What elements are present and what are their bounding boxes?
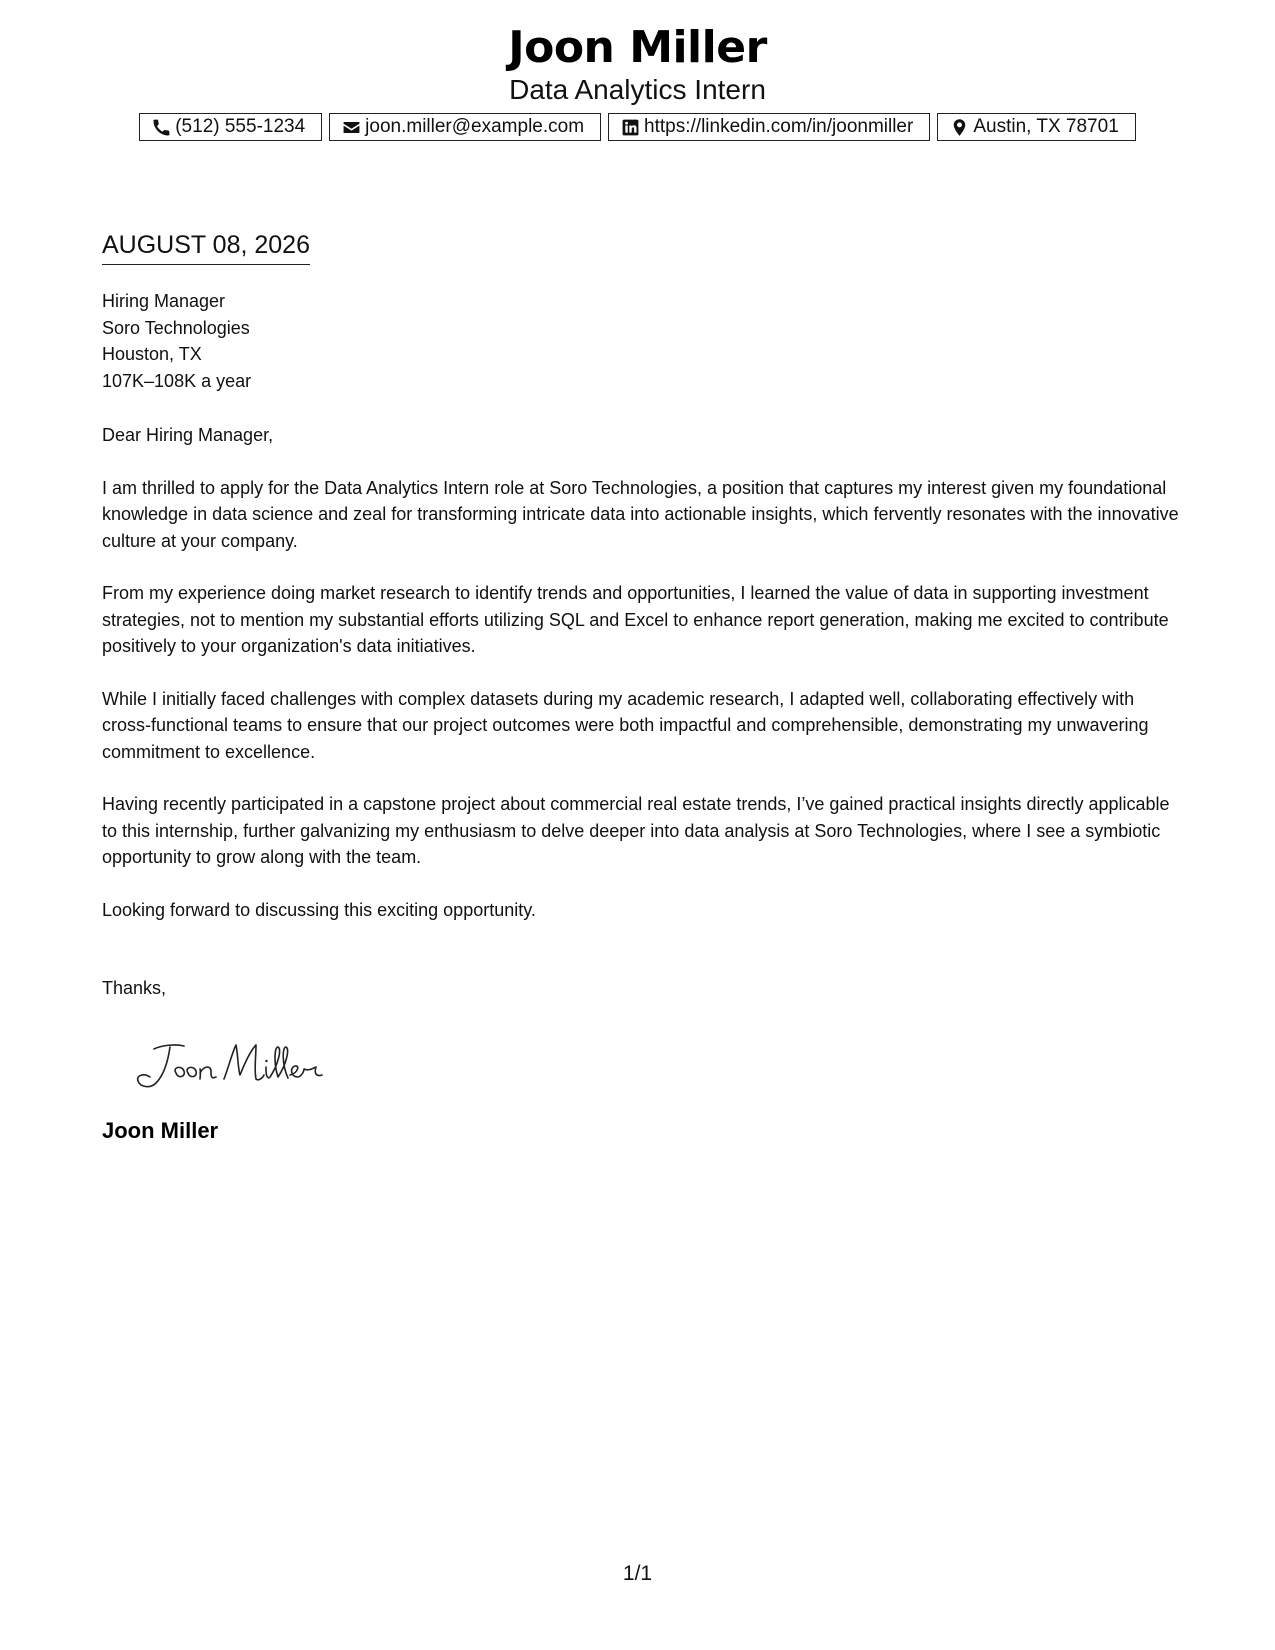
recipient-title: Hiring Manager — [102, 291, 226, 311]
location-text: Austin, TX 78701 — [973, 116, 1119, 137]
letter-body — [102, 422, 1182, 949]
job-title: Data Analytics Intern — [509, 74, 766, 105]
signer-name: Joon Miller — [102, 1118, 219, 1143]
body-paragraph: Having recently participated in a capstone project about commercial real estate trends, I’ve gained practical insights directly applicable to this internship, further galvanizing my enthusiasm to delve deeper into data analysis at Soro Technologies, where I see a symbiotic opportunity to grow along with the team. — [102, 794, 1170, 867]
recipient-location: Houston, TX — [102, 344, 202, 364]
linkedin-text: https://linkedin.com/in/joonmiller — [644, 116, 914, 137]
letter-date: AUGUST 08, 2026 — [102, 230, 310, 265]
contact-linkedin[interactable] — [608, 113, 930, 141]
closing-line: Thanks, — [102, 978, 167, 998]
body-paragraph: From my experience doing market research to identify trends and opportunities, I learned the value of data in supporting investment strategies, not to mention my substantial efforts utilizing SQL and Excel to enhance report generation, making me excited to contribute positively to your organization's data initiatives. — [102, 583, 1169, 656]
body-paragraph: I am thrilled to apply for the Data Analytics Intern role at Soro Technologies, a position that captures my interest given my foundational knowledge in data science and zeal for transforming intricate data into actionable insights, which fervently resonates with the innovative culture at your company. — [102, 477, 1179, 551]
recipient-block — [102, 288, 251, 394]
phone-text: (512) 555-1234 — [175, 116, 306, 137]
email-text: joon.miller@example.com — [365, 116, 585, 137]
applicant-name: Joon Miller — [508, 22, 767, 73]
phone-icon — [152, 118, 171, 137]
map-pin-icon — [950, 118, 969, 137]
page-number: 1/1 — [622, 1562, 653, 1585]
letter-header — [0, 22, 1275, 106]
body-paragraph: While I initially faced challenges with complex datasets during my academic research, I adapted well, collaborating effectively with cross-functional teams to ensure that our project outcomes were both impactful and comprehensible, demonstrating my unwavering commitment to excellence. — [102, 688, 1149, 762]
contact-phone[interactable] — [139, 113, 322, 141]
contact-bar — [0, 113, 1275, 141]
recipient-salary: 107K–108K a year — [102, 370, 252, 391]
handwritten-signature — [132, 1035, 332, 1095]
contact-location[interactable] — [937, 113, 1135, 141]
body-paragraph: Looking forward to discussing this exciting opportunity. — [102, 899, 536, 920]
contact-email[interactable] — [329, 113, 601, 141]
recipient-company: Soro Technologies — [102, 317, 250, 338]
envelope-icon — [342, 118, 361, 137]
linkedin-icon — [621, 118, 640, 137]
salutation: Dear Hiring Manager, — [102, 425, 274, 445]
